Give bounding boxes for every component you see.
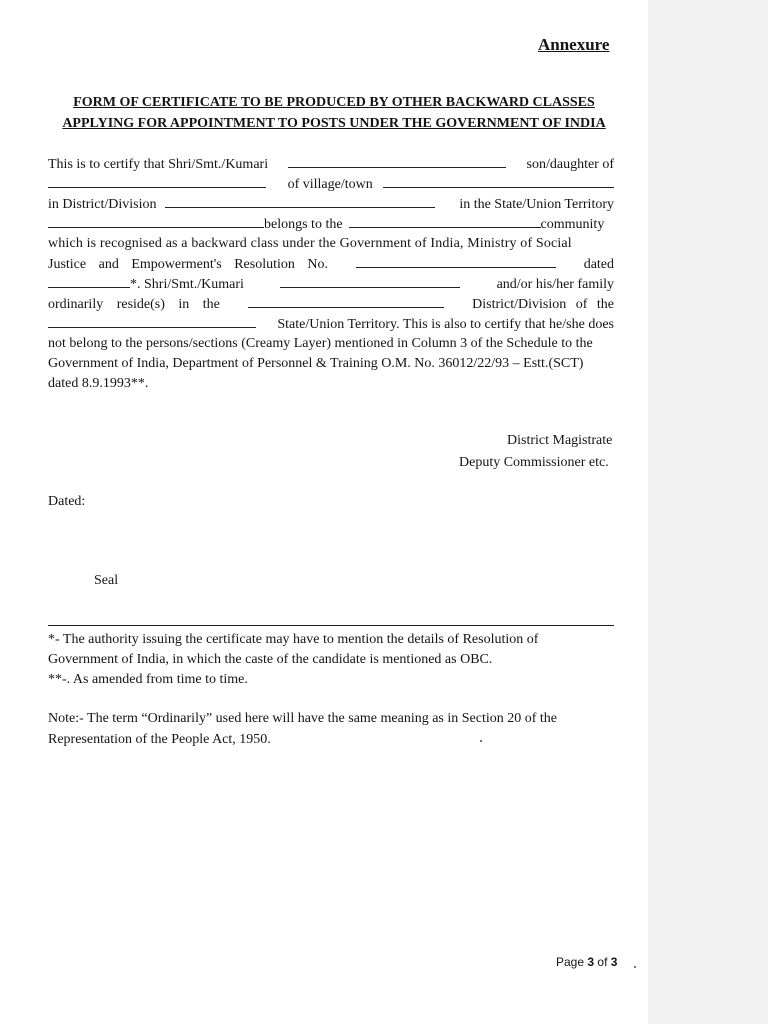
- form-title-line-2: APPLYING FOR APPOINTMENT TO POSTS UNDER THE GOVERNMENT OF INDIA: [62, 116, 606, 131]
- residence-district-blank: [248, 294, 444, 308]
- body-line-2: [48, 174, 614, 193]
- page-total: 3: [610, 955, 618, 969]
- father-name-blank: [48, 174, 266, 188]
- signatory-subtitle: Deputy Commissioner etc.: [459, 455, 609, 470]
- scan-speck: [480, 740, 482, 742]
- body-line-4: [48, 214, 614, 233]
- creamy-layer-intro-text: State/Union Territory. This is also to certify that he/she does: [277, 317, 614, 332]
- body-line-5: [48, 234, 614, 253]
- om-text: Government of India, Department of Personnel & Training O.M. No. 36012/22/93 – Estt.(SCT): [48, 356, 584, 371]
- community-blank: [349, 214, 541, 228]
- page-current: 3: [587, 955, 595, 969]
- body-line-9: [48, 314, 614, 333]
- applicant-blank: [280, 274, 460, 288]
- resolution-blank: [356, 254, 556, 268]
- son-daughter-text: son/daughter of: [526, 157, 615, 172]
- dated-label: Dated:: [48, 494, 86, 509]
- reside-text: ordinarily reside(s) in the: [48, 297, 220, 312]
- body-line-12: [48, 374, 614, 393]
- form-title-line-1: FORM OF CERTIFICATE TO BE PRODUCED BY OTHER BACKWARD CLASSES: [73, 95, 595, 110]
- district-of-the-text: District/Division of the: [472, 297, 615, 312]
- body-line-3: [48, 194, 614, 213]
- page-prefix: Page: [556, 955, 585, 969]
- recognised-text: which is recognised as a backward class under the Government of India, Ministry of Social: [48, 236, 572, 251]
- state-ut-text: in the State/Union Territory: [459, 197, 614, 212]
- dated-inline-text: dated: [583, 257, 615, 272]
- note-line-2: Representation of the People Act, 1950.: [48, 732, 271, 747]
- district-division-text: in District/Division: [48, 197, 157, 212]
- body-line-1: [48, 154, 614, 173]
- village-blank: [383, 174, 614, 188]
- note-line-1: Note:- The term “Ordinarily” used here will have the same meaning as in Section 20 of the: [48, 711, 558, 726]
- page-of: of: [597, 955, 608, 969]
- footnote-1-line-2: Government of India, in which the caste of the candidate is mentioned as OBC.: [48, 652, 493, 667]
- body-line-11: [48, 354, 614, 373]
- community-text: community: [540, 217, 605, 232]
- name-blank: [288, 154, 506, 168]
- om-date-text: dated 8.9.1993**.: [48, 376, 149, 391]
- resolution-text: Justice and Empowerment's Resolution No.: [48, 257, 328, 272]
- state-blank: [48, 214, 264, 228]
- footnote-divider: [48, 625, 614, 626]
- body-line-10: [48, 334, 614, 353]
- footnote-2: **-. As amended from time to time.: [48, 672, 248, 687]
- seal-label: Seal: [94, 573, 119, 588]
- footnote-1-line-1: *- The authority issuing the certificate may have to mention the details of Resolution of: [48, 632, 539, 647]
- scan-margin: [648, 0, 768, 1024]
- village-town-text: of village/town: [287, 177, 373, 192]
- family-text: and/or his/her family: [496, 277, 614, 292]
- date-blank: [48, 274, 130, 288]
- body-line-8: [48, 294, 614, 313]
- annexure-heading: Annexure: [538, 35, 610, 54]
- body-line-6: [48, 254, 614, 273]
- body-line-7: [48, 274, 614, 293]
- page-number: [556, 955, 617, 969]
- scan-speck-margin: [634, 966, 636, 968]
- creamy-layer-text: not belong to the persons/sections (Creamy Layer) mentioned in Column 3 of the Schedule to the: [48, 336, 593, 351]
- residence-state-blank: [48, 314, 256, 328]
- shri-text: *. Shri/Smt./Kumari: [130, 277, 244, 292]
- belongs-to-text: belongs to the: [264, 217, 343, 232]
- certify-text: This is to certify that Shri/Smt./Kumari: [48, 157, 269, 172]
- signatory-title: District Magistrate: [507, 433, 613, 448]
- district-blank: [165, 194, 435, 208]
